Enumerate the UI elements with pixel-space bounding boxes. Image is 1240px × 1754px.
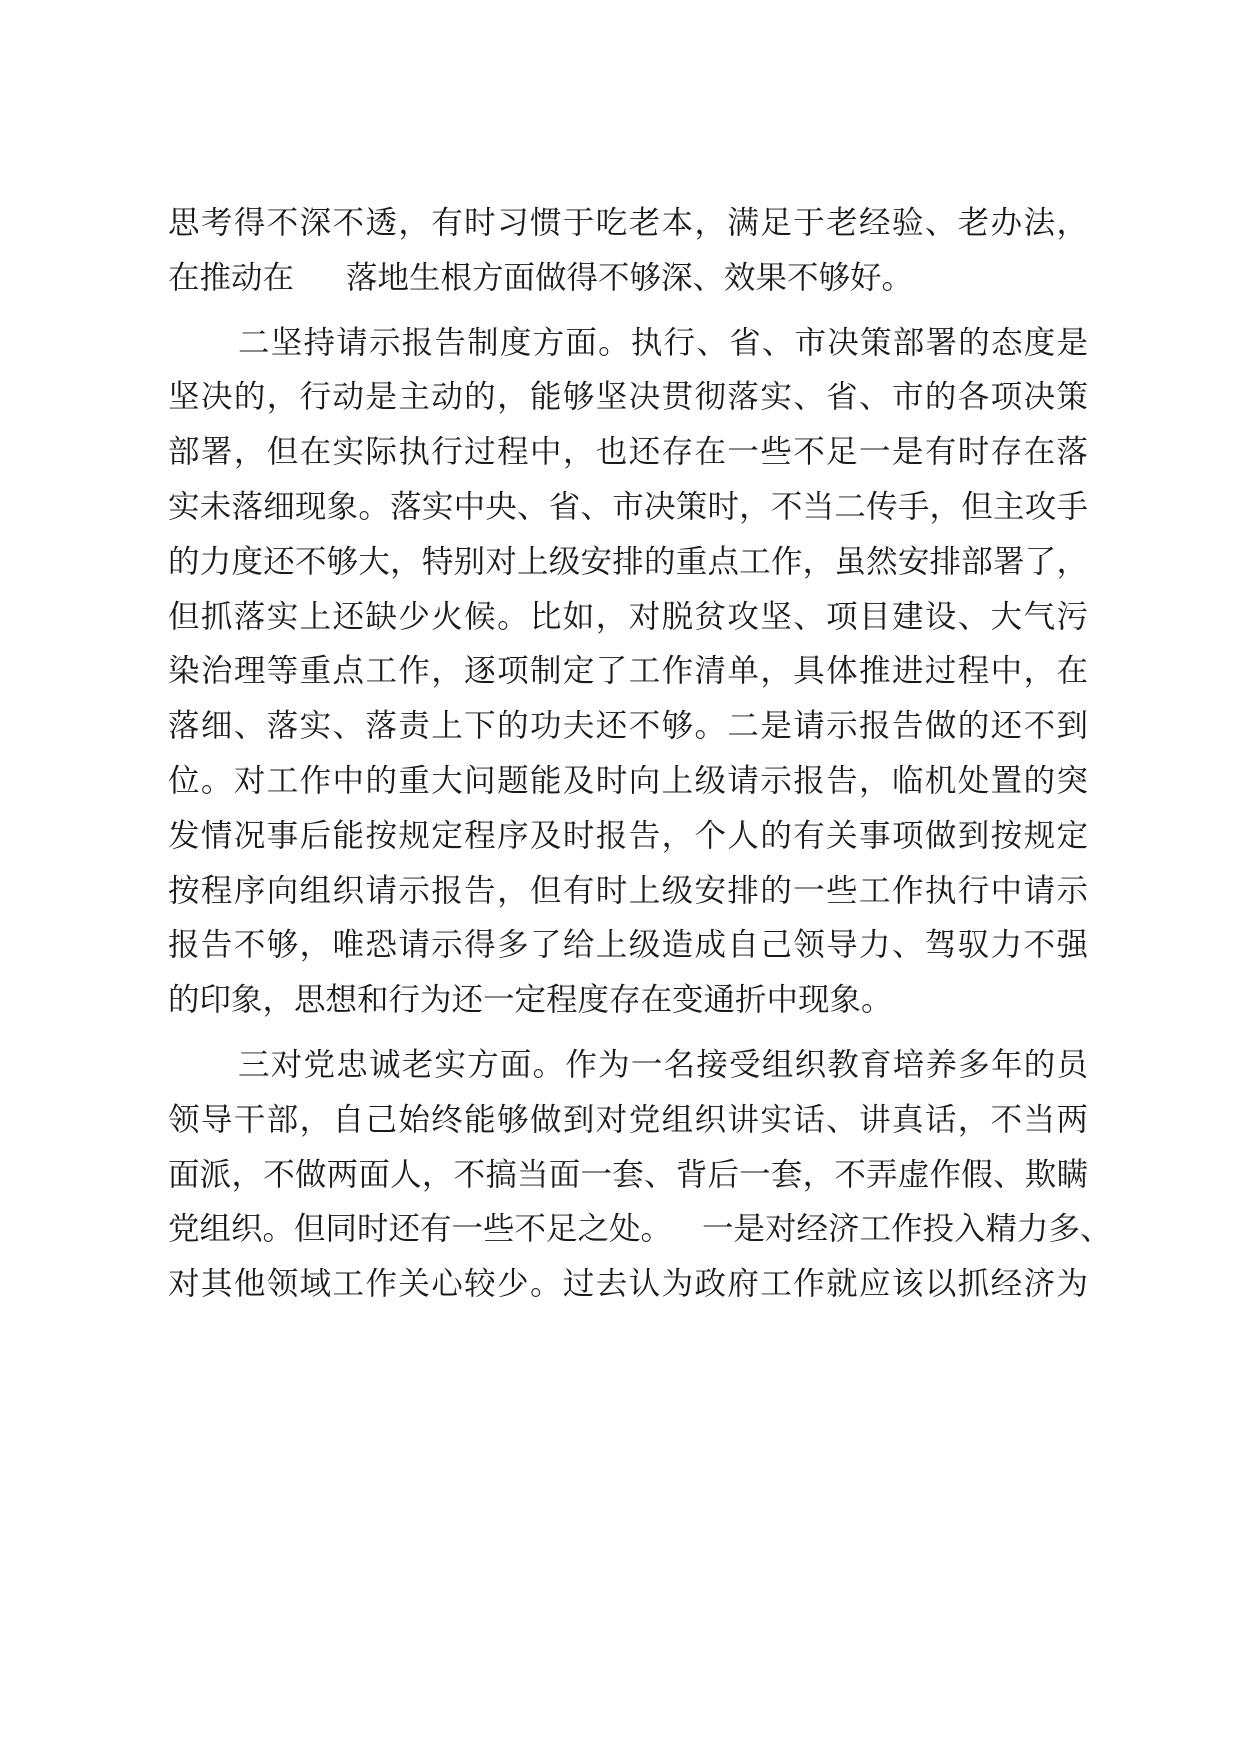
text-line: 落细、落实、落责上下的功夫还不够。二是请示报告做的还不到 xyxy=(168,708,1088,745)
text-fragment: 一是对经济工作投入精力多、 xyxy=(702,1211,1112,1248)
text-line: 领导干部，自己始终能够做到对党组织讲实话、讲真话，不当两 xyxy=(168,1101,1088,1138)
paragraph-gap xyxy=(168,306,1088,316)
body-text xyxy=(168,196,1112,1312)
paragraph-first-line: 三对党忠诚老实方面。作为一名接受组织教育培养多年的员 xyxy=(238,1046,1088,1083)
paragraph-gap xyxy=(168,1028,1088,1038)
text-line xyxy=(168,1202,1112,1257)
text-line: 对其他领域工作关心较少。过去认为政府工作就应该以抓经济为 xyxy=(168,1266,1088,1303)
text-line: 实未落细现象。落实中央、省、市决策时，不当二传手，但主攻手 xyxy=(168,488,1088,525)
text-fragment: 在推动在 xyxy=(168,259,295,296)
text-line xyxy=(168,251,1088,306)
text-line: 面派，不做两面人，不搞当面一套、背后一套，不弄虚作假、欺瞒 xyxy=(168,1156,1088,1193)
text-line: 位。对工作中的重大问题能及时向上级请示报告，临机处置的突 xyxy=(168,762,1088,799)
text-line: 发情况事后能按规定程序及时报告，个人的有关事项做到按规定 xyxy=(168,817,1088,854)
text-line: 染治理等重点工作，逐项制定了工作清单，具体推进过程中，在 xyxy=(168,653,1088,690)
text-fragment: 党组织。但同时还有一些不足之处。 xyxy=(168,1211,673,1248)
text-line: 坚决的，行动是主动的，能够坚决贯彻落实、省、市的各项决策 xyxy=(168,379,1088,416)
text-line: 报告不够，唯恐请示得多了给上级造成自己领导力、驾驭力不强 xyxy=(168,927,1088,964)
text-line: 的印象，思想和行为还一定程度存在变通折中现象。 xyxy=(168,982,893,1019)
text-line: 思考得不深不透，有时习惯于吃老本，满足于老经验、老办法， xyxy=(168,205,1088,241)
text-line: 但抓落实上还缺少火候。比如，对脱贫攻坚、项目建设、大气污 xyxy=(168,598,1088,635)
text-line: 按程序向组织请示报告，但有时上级安排的一些工作执行中请示 xyxy=(168,872,1088,909)
paragraph-first-line: 二坚持请示报告制度方面。执行、省、市决策部署的态度是 xyxy=(238,324,1088,361)
text-line: 的力度还不够大，特别对上级安排的重点工作，虽然安排部署了， xyxy=(168,543,1088,580)
text-fragment: 落地生根方面做得不够深、效果不够好。 xyxy=(346,259,914,296)
text-line: 部署，但在实际执行过程中，也还存在一些不足一是有时存在落 xyxy=(168,434,1088,471)
